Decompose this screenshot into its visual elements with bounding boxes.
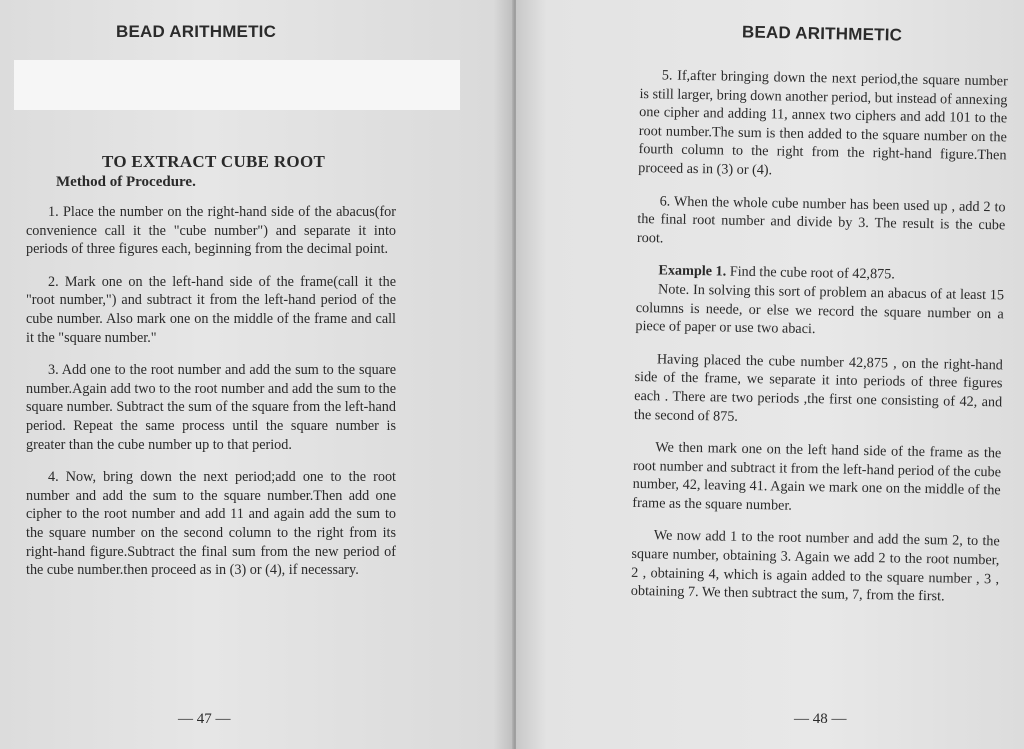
left-body-text — [26, 203, 396, 594]
section-subtitle: Method of Procedure. — [56, 174, 196, 190]
page-number-left: — 47 — — [178, 711, 231, 727]
example-label: Example 1. — [658, 262, 727, 280]
note-paragraph: Note. In solving this sort of problem an abacus of at least 15 columns is neede, or else we record the square number on a piece of paper or use two abaci. — [635, 281, 1005, 338]
right-page — [516, 0, 1024, 749]
blank-label-area — [14, 60, 460, 110]
example-text: Find the cube root of 42,875. — [726, 263, 895, 283]
paragraph-marking: We then mark one on the left hand side of the frame as the root number and subtract it from the left-hand period of the cube number, 42, leaving 41. Again we mark one on the middle of the frame as the square number. — [632, 439, 1002, 514]
section-title: TO EXTRACT CUBE ROOT — [102, 152, 326, 171]
paragraph-6: 6. When the whole cube number has been used up , add 2 to the final root number and divide by 3. The result is the cube root. — [636, 192, 1006, 247]
right-body-text — [630, 66, 1008, 621]
paragraph-2: 2. Mark one on the left-hand side of the frame(call it the "root number,") and subtract it from the left-hand period of the cube number. Also mark one on the middle of the frame and call it the "square number." — [26, 273, 396, 346]
page-number-right: — 48 — — [794, 711, 847, 727]
paragraph-3: 3. Add one to the root number and add the sum to the square number.Again add two to the root number and add the sum to the square number. Subtract the sum of the square from the left-hand period. Repeat the same process until the square number is greater than the cube number up to that period. — [26, 362, 396, 453]
paragraph-placing: Having placed the cube number 42,875 , on the right-hand side of the frame, we separate it into periods of three figures each . There are two periods ,the first one consisting of 42, and the second of 875. — [633, 351, 1003, 425]
running-head-right: BEAD ARITHMETIC — [741, 22, 903, 45]
paragraph-5: 5. If,after bringing down the next period,the square number is still larger, bring down another period, but instead of annexing one cipher and adding 11, annex two ciphers and add 101 to the root number.The sum is then added to the square number on the fourth column to the right from the right-hand figure.Then proceed as in (3) or (4). — [638, 67, 1008, 179]
paragraph-1: 1. Place the number on the right-hand side of the abacus(for convenience call it the "cube number") and separate it into periods of three figures each, beginning from the decimal point. — [26, 204, 396, 258]
paragraph-4: 4. Now, bring down the next period;add one to the root number and add the sum to the square number.Then add one cipher to the root number and add 11 and again add the sum to the square number on the second column to the right from its right-hand figure.Subtract the final sum from the new period of the cube number.then proceed as in (3) or (4), if necessary. — [26, 469, 396, 579]
running-head-left: BEAD ARITHMETIC — [116, 22, 277, 41]
paragraph-adding: We now add 1 to the root number and add the sum 2, to the square number, obtaining 3. Again we add 2 to the root number, 2 , obtaining 4, which is again added to the square number , 3 , obtaining 7. We then subtract the sum, 7, from the first. — [630, 527, 1000, 605]
